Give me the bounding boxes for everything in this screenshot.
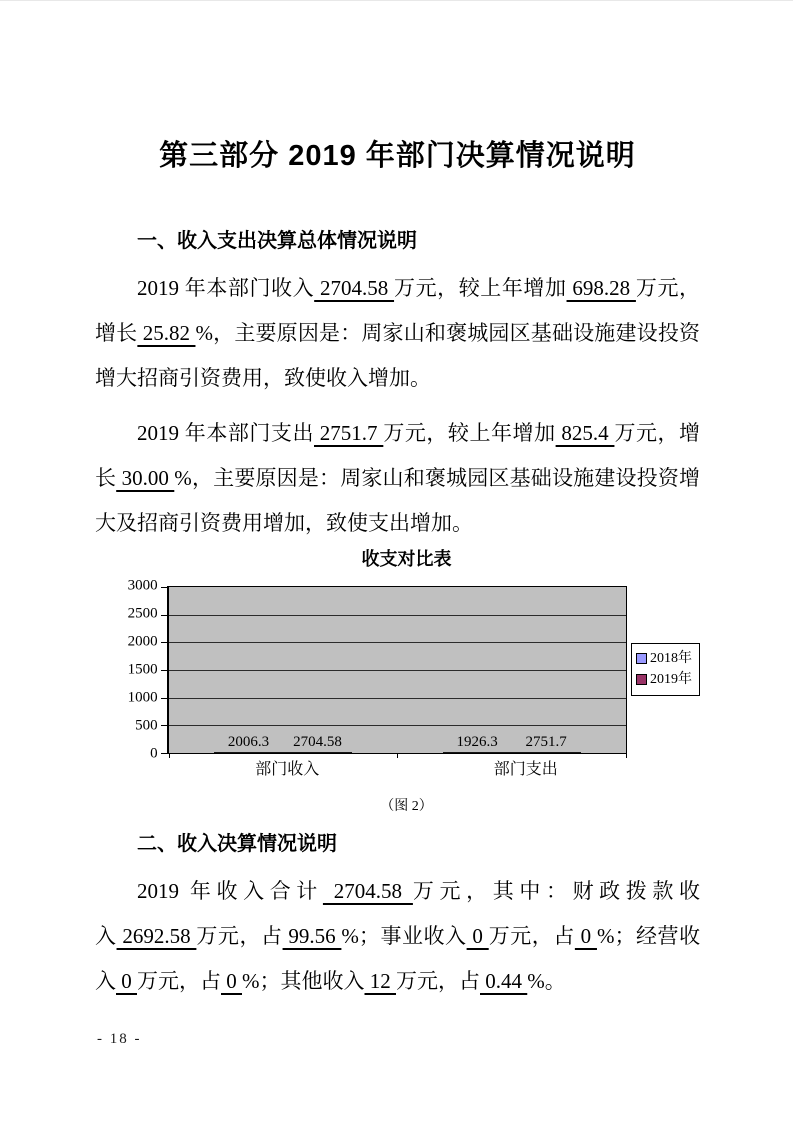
document-title: 第三部分 2019 年部门决算情况说明 xyxy=(159,140,636,172)
bar-value-label: 2751.7 xyxy=(525,734,567,750)
y-axis-tick-label: 3000 xyxy=(127,577,158,594)
legend-entry xyxy=(636,648,692,669)
text-run: 万元，较上年增加 xyxy=(394,276,567,300)
underlined-value: 0 xyxy=(466,924,489,948)
text-run: %。 xyxy=(527,969,566,993)
chart-figure xyxy=(128,548,700,817)
paragraph-income-breakdown xyxy=(95,869,700,1004)
text-run: %；其他收入 xyxy=(242,969,365,993)
bar xyxy=(443,734,512,753)
text-run: 万元，占 xyxy=(196,924,283,948)
y-axis-tick-mark xyxy=(161,670,167,671)
gridline xyxy=(169,642,626,643)
y-axis-tick-label: 500 xyxy=(135,717,158,734)
text-run: %；事业收入 xyxy=(341,924,467,948)
text-run: %，主要原因是：周家山和褒城园区基础设施建设投资增大招商引资费用，致使收入增加。 xyxy=(95,321,701,390)
y-axis-tick-label: 2500 xyxy=(127,605,158,622)
legend-label: 2019年 xyxy=(650,672,692,687)
bar-value-label: 1926.3 xyxy=(456,734,498,750)
underlined-value: 25.82 xyxy=(137,321,196,345)
section-1-heading: 一、收入支出决算总体情况说明 xyxy=(137,230,417,252)
paragraph-expenditure-summary xyxy=(95,411,700,546)
bar xyxy=(214,734,283,753)
chart-body xyxy=(127,577,700,762)
text-run: 万元，增长 xyxy=(95,421,701,490)
x-axis-labels xyxy=(168,759,645,781)
gridline xyxy=(169,670,626,671)
bar-value-label: 2006.3 xyxy=(227,734,270,750)
y-axis-tick-label: 0 xyxy=(150,745,158,762)
bar-value-label: 2704.58 xyxy=(293,734,342,750)
x-category-label: 部门支出 xyxy=(493,761,558,778)
bar xyxy=(283,734,352,753)
text-run: 2019 年收入合计 xyxy=(137,879,323,903)
chart-legend xyxy=(631,643,700,696)
underlined-value: 0.44 xyxy=(480,969,528,993)
chart-title: 收支对比表 xyxy=(361,549,452,569)
text-run: 万元，较上年增加 xyxy=(383,421,556,445)
y-axis-tick-mark xyxy=(161,753,167,754)
underlined-value: 825.4 xyxy=(555,421,615,445)
text-run: 2019 年本部门支出 xyxy=(137,421,314,445)
underlined-value: 0 xyxy=(116,969,137,993)
section-2-heading: 二、收入决算情况说明 xyxy=(137,833,337,855)
legend-entry xyxy=(636,669,692,690)
page-content xyxy=(95,136,700,1004)
y-axis-tick-mark xyxy=(161,615,167,616)
underlined-value: 12 xyxy=(364,969,396,993)
text-run: 万元，占 xyxy=(137,969,221,993)
bar-group xyxy=(443,734,581,753)
text-run: 2019 年本部门收入 xyxy=(137,276,315,300)
y-axis-tick-mark xyxy=(161,587,167,588)
x-category-label: 部门收入 xyxy=(255,761,320,778)
text-run: 万元，其中：财政拨款收入 xyxy=(95,879,701,948)
text-run: 万元，增长 xyxy=(95,276,701,345)
legend-color-swatch xyxy=(636,674,647,685)
gridline xyxy=(169,698,626,699)
y-axis-tick-mark xyxy=(161,725,167,726)
paragraph-income-summary xyxy=(95,266,700,401)
y-axis-tick-label: 2000 xyxy=(127,633,158,650)
figure-caption: （图 2） xyxy=(380,799,433,814)
x-axis-tick-mark xyxy=(169,753,170,758)
underlined-value: 0 xyxy=(574,924,597,948)
y-axis-tick-mark xyxy=(161,698,167,699)
text-run: 万元，占 xyxy=(488,924,575,948)
underlined-value: 2751.7 xyxy=(314,421,384,445)
underlined-value: 698.28 xyxy=(566,276,636,300)
underlined-value: 99.56 xyxy=(282,924,342,948)
y-axis-tick-label: 1000 xyxy=(127,689,158,706)
x-axis-tick-mark xyxy=(626,753,627,758)
underlined-value: 2704.58 xyxy=(314,276,395,300)
legend-color-swatch xyxy=(636,653,647,664)
underlined-value: 30.00 xyxy=(116,466,175,490)
plot-area xyxy=(167,586,627,754)
y-axis-tick-label: 1500 xyxy=(127,661,158,678)
text-run: 万元，占 xyxy=(396,969,480,993)
text-run: %；经营收入 xyxy=(95,924,701,993)
page-number: - 18 - xyxy=(97,1031,142,1047)
text-run: %，主要原因是：周家山和褒城园区基础设施建设投资增大及招商引资费用增加，致使支出增加。 xyxy=(95,466,701,535)
x-axis-tick-mark xyxy=(397,753,398,758)
bar-group xyxy=(214,734,352,753)
legend-label: 2018年 xyxy=(650,651,692,666)
y-axis-tick-mark xyxy=(161,642,167,643)
gridline xyxy=(169,615,626,616)
underlined-value: 2692.58 xyxy=(116,924,197,948)
underlined-value: 2704.58 xyxy=(322,879,413,903)
underlined-value: 0 xyxy=(221,969,242,993)
gridline xyxy=(169,725,626,726)
bar xyxy=(512,734,581,753)
